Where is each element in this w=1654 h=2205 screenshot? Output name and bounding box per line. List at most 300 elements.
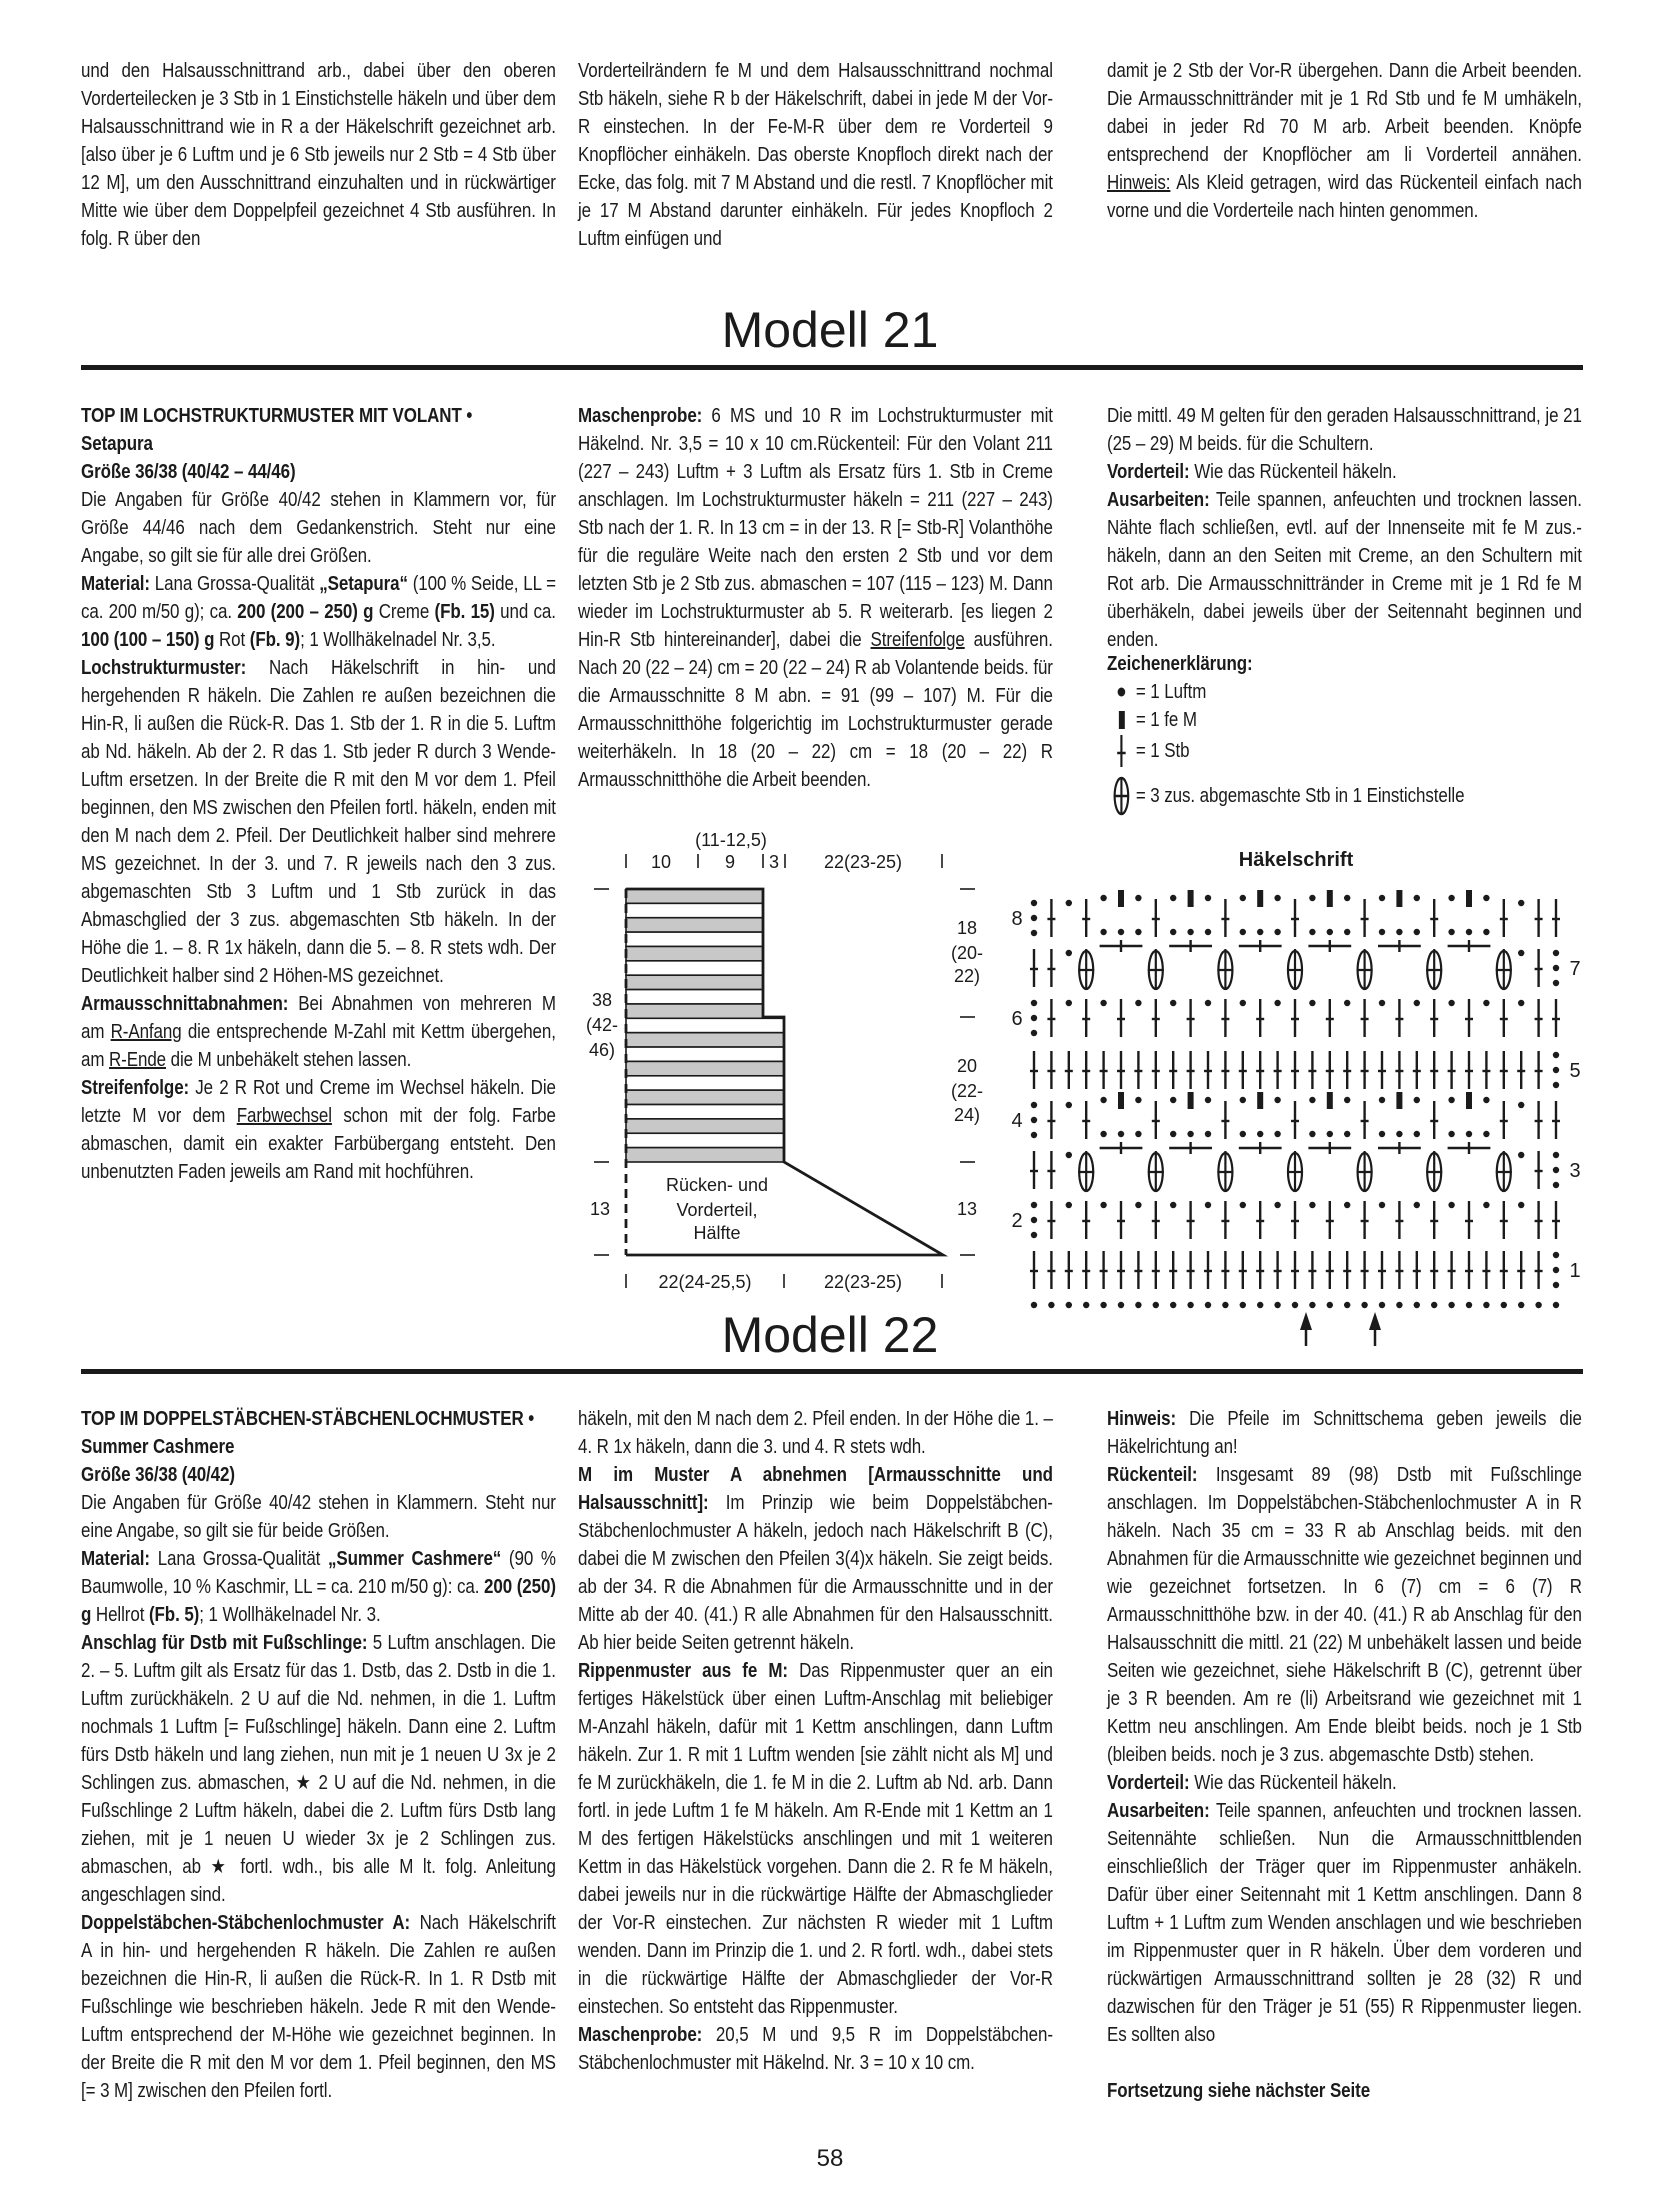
chain-stitch-dot (1100, 929, 1106, 935)
underlined-text: Farbwechsel (236, 1105, 332, 1127)
paragraph (578, 1657, 1053, 2021)
bold-text: Setapura (81, 433, 153, 455)
double-crochet-stem (1535, 899, 1543, 937)
text: (90 % Baumwolle, 10 % Kaschmir, LL = ca. 210 m/50 g): ca. (81, 1548, 556, 1598)
bold-text: Ausarbeiten: (1107, 489, 1210, 511)
cluster-ellipse (1496, 1151, 1512, 1191)
chain-stitch-dot (1240, 1131, 1246, 1137)
stripe-red (626, 946, 763, 960)
double-crochet-stem (1291, 1101, 1299, 1139)
double-crochet-stem (1482, 1051, 1490, 1089)
chain-stitch-dot (1518, 900, 1524, 906)
chain-stitch-dot (1135, 1097, 1141, 1103)
chain-stitch-dot (1309, 1202, 1315, 1208)
single-crochet-bar (1118, 1092, 1124, 1109)
chain-stitch-dot (1170, 1097, 1176, 1103)
stripe-red (626, 1148, 784, 1162)
chart-title: Häkelschrift (1238, 849, 1354, 871)
text: Die mittl. 49 M gelten für den geraden Halsausschnittrand, je 21 (25 – 29) M beids. für die Schultern. (1107, 405, 1582, 455)
double-crochet-stem (1082, 1201, 1090, 1239)
chain-stitch-dot (1031, 930, 1037, 936)
double-crochet-stem (1395, 1051, 1403, 1089)
double-crochet-stem (1361, 999, 1369, 1037)
cluster-ellipse (1287, 1151, 1303, 1191)
right-height-label: 18 (956, 918, 978, 938)
bold-text: TOP IM DOPPELSTÄBCHEN-STÄBCHENLOCHMUSTER • (81, 1408, 535, 1430)
double-crochet-stem (1535, 1051, 1543, 1089)
chain-stitch-dot (1553, 1067, 1559, 1073)
row-number: 4 (1011, 1110, 1023, 1132)
single-crochet-bar (1257, 890, 1263, 907)
double-crochet-stem (1361, 899, 1369, 937)
text: Bei Abnahmen von mehreren M am (81, 993, 556, 1043)
paragraph (81, 486, 556, 570)
chain-stitch-dot (1344, 1097, 1350, 1103)
legend-label: = 1 Stb (1135, 740, 1190, 762)
model-22-heading: Modell 22 (721, 1307, 939, 1363)
double-crochet-stem (1500, 1251, 1508, 1289)
top-column-2 (578, 57, 1053, 253)
chain-stitch-dot (1257, 929, 1263, 935)
chain-stitch-dot (1553, 1182, 1559, 1188)
double-crochet-stem (1395, 999, 1403, 1037)
double-crochet-stem (1517, 1051, 1525, 1089)
legend-item (1107, 678, 1582, 706)
text: schon mit der folg. Farbe abmaschen, damit ein exakter Farbübergang entsteht. Den unbenutzten Faden jeweils am Rand mit hochführen. (81, 1105, 556, 1183)
bold-text: Ausarbeiten: (1107, 1800, 1210, 1822)
section-divider (81, 1369, 1583, 1374)
chain-stitch-dot (1100, 1131, 1106, 1137)
chain-stitch-dot (1553, 965, 1559, 971)
double-crochet-stem (1500, 999, 1508, 1037)
page-number: 58 (816, 2145, 844, 2172)
row-number: 5 (1569, 1060, 1581, 1082)
right-height-label: 24) (953, 1105, 981, 1125)
left-height-label: 46) (588, 1040, 616, 1060)
double-crochet-stem (1430, 899, 1438, 937)
right-height-label: 20 (956, 1056, 978, 1076)
model-22-column-3 (1107, 1405, 1582, 2105)
chain-stitch-dot (1170, 1000, 1176, 1006)
stripe-cream (626, 932, 763, 946)
text: Die Angaben für Größe 40/42 stehen in Klammern vor, für Größe 44/46 nach dem Gedankenstrich. Steht nur eine Angabe, so gilt sie für alle drei Größen. (81, 489, 556, 567)
chain-stitch-dot (1031, 1202, 1037, 1208)
bold-text: Maschenprobe: (578, 2024, 703, 2046)
paragraph (81, 1405, 556, 1433)
double-crochet-stem (1361, 1251, 1369, 1289)
stripe-cream (626, 1018, 784, 1032)
double-crochet-stem (1535, 1101, 1543, 1139)
legend-item (1107, 778, 1582, 814)
chain-stitch-dot (1274, 1131, 1280, 1137)
text: ; 1 Wollhäkelnadel Nr. 3,5. (300, 629, 496, 651)
double-crochet-stem-icon (1107, 733, 1136, 769)
text: Lana Grossa-Qualität (149, 573, 320, 595)
double-crochet-stem (1291, 1201, 1299, 1239)
chain-stitch-dot (1344, 1202, 1350, 1208)
row-number: 8 (1011, 908, 1023, 930)
chain-stitch-dot (1031, 1117, 1037, 1123)
text: Teile spannen, anfeuchten und trocknen lassen. Seitennähte schließen. Nun die Armausschnittblenden einschließlich der Träger quer im Rippenmuster anhäkeln. Dafür über einer Seitennaht mit 1 Kettm anschlingen. Dann 8 Luftm + 1 Luftm zum Wenden anschlagen und wie beschrieben im Rippenmuster quer in R häkeln. Über dem vorderen und rückwärtigen Armausschnittrand sollten je 28 (32) R und dazwischen für den Träger je 51 (55) R Rippenmuster liegen. Es sollten also (1107, 1800, 1582, 2046)
text: damit je 2 Stb der Vor-R übergehen. Dann die Arbeit beenden. Die Armausschnittränder mit je 1 Rd Stb und fe M umhäkeln, dabei in jeder Rd 70 M arb. Arbeit beenden. Knöpfe entsprechend der Knopflöcher am li Vorderteil annähen. (1107, 60, 1582, 166)
text: die entsprechende M-Zahl mit Kettm übergehen, am (81, 1021, 556, 1071)
chain-stitch-dot (1379, 1202, 1385, 1208)
chain-stitch-dot (1205, 929, 1211, 935)
double-crochet-stem (1517, 1251, 1525, 1289)
double-crochet-stem (1552, 899, 1560, 937)
double-crochet-stem (1413, 1051, 1421, 1089)
cluster-ellipse (1217, 949, 1233, 989)
cluster-ellipse (1148, 949, 1164, 989)
text: und den Halsausschnittrand arb., dabei über den oberen Vorderteilecken je 3 Stb in 1 Einstichstelle häkeln und über dem Halsausschnittrand wie in R a der Häkelschrift gezeichnet arb. [also über je 6 Luftm und je 6 Stb jeweils nur 2 Stb = 4 Stb über 12 M], um den Ausschnittrand einzuhalten und in rückwärtiger Mitte wie über dem Doppelpfeil gezeichnet 4 Stb ausführen. In folg. R über den (81, 60, 556, 250)
symbol-legend (1107, 650, 1582, 814)
double-crochet-stem (1274, 1051, 1282, 1089)
chain-stitch-dot (1448, 1202, 1454, 1208)
row-number: 1 (1569, 1260, 1581, 1282)
piece-label: Rücken- und (665, 1175, 769, 1195)
cluster-ellipse (1357, 949, 1373, 989)
text: (100 % Seide, LL = ca. 200 m/50 g); ca. (81, 573, 556, 623)
chain-stitch-dot (1379, 1131, 1385, 1137)
text: Lana Grossa-Qualität (149, 1548, 329, 1570)
double-crochet-stem (1535, 1201, 1543, 1239)
paragraph (81, 1629, 556, 1909)
stripe-cream (626, 1105, 784, 1119)
bold-text: Anschlag für Dstb mit Fußschlinge: (81, 1632, 368, 1654)
text: Wie das Rückenteil häkeln. (1189, 461, 1397, 483)
bold-text: M im Muster A abnehmen [Armausschnitte und Halsausschnitt]: (578, 1464, 1053, 1514)
double-crochet-stem (1378, 1051, 1386, 1089)
double-crochet-stem (1552, 1201, 1560, 1239)
right-height-label: 13 (956, 1199, 978, 1219)
single-crochet-bar (1327, 890, 1333, 907)
chain-stitch-dot (1414, 1000, 1420, 1006)
single-crochet-bar (1466, 1092, 1472, 1109)
double-crochet-stem (1065, 1251, 1073, 1289)
single-crochet-bar (1118, 890, 1124, 907)
double-crochet-stem (1535, 1151, 1543, 1189)
chain-stitch-dot (1205, 1097, 1211, 1103)
text: Die Pfeile im Schnittschema geben jeweils die Häkelrichtung an! (1107, 1408, 1582, 1458)
chain-stitch-dot (1466, 1131, 1472, 1137)
double-crochet-stem (1343, 1051, 1351, 1089)
chain-stitch-dot (1483, 1202, 1489, 1208)
double-crochet-stem (1082, 899, 1090, 937)
chain-stitch-dot (1553, 1252, 1559, 1258)
bold-text: Armausschnittabnahmen: (81, 993, 289, 1015)
double-crochet-stem (1117, 1051, 1125, 1089)
double-crochet-stem (1134, 1051, 1142, 1089)
bold-text: Rückenteil: (1107, 1464, 1198, 1486)
left-height-label: 13 (589, 1199, 611, 1219)
bold-text: (Fb. 5) (148, 1604, 200, 1626)
double-crochet-stem (1395, 1201, 1403, 1239)
stripe-cream (626, 961, 763, 975)
double-crochet-stem (1291, 899, 1299, 937)
underlined-text: R-Ende (109, 1049, 167, 1071)
bold-text: Größe 36/38 (40/42) (81, 1464, 235, 1486)
chain-stitch-dot (1414, 1202, 1420, 1208)
stripe-red (626, 1090, 784, 1104)
bold-text: TOP IM LOCHSTRUKTURMUSTER MIT VOLANT • (81, 405, 473, 427)
bold-text: Material: (81, 573, 150, 595)
chart-symbols (1030, 890, 1560, 1308)
chain-stitch-dot (1379, 929, 1385, 935)
bold-text: Streifenfolge: (81, 1077, 190, 1099)
bottom-width-label: 22(23-25) (823, 1272, 903, 1292)
double-crochet-stem (1187, 1051, 1195, 1089)
chain-stitch-dot (1205, 1000, 1211, 1006)
double-crochet-stem (1152, 1051, 1160, 1089)
double-crochet-stem (1152, 1101, 1160, 1139)
chain-stitch-dot (1170, 1202, 1176, 1208)
top-column-1 (81, 57, 556, 253)
chain-stitch-dot-icon (1107, 685, 1136, 699)
double-crochet-stem (1152, 999, 1160, 1037)
double-crochet-stem (1117, 1201, 1125, 1239)
bold-text: „Summer Cashmere“ (328, 1548, 502, 1570)
double-crochet-stem (1221, 899, 1229, 937)
paragraph (81, 1489, 556, 1545)
legend-label: = 3 zus. abgemaschte Stb in 1 Einstichstelle (1135, 785, 1465, 807)
double-crochet-stem (1047, 949, 1055, 987)
paragraph (81, 458, 556, 486)
piece-label: Vorderteil, (676, 1200, 758, 1220)
chain-stitch-dot (1344, 1000, 1350, 1006)
double-crochet-stem (1065, 1051, 1073, 1089)
row-number: 7 (1569, 958, 1581, 980)
double-crochet-stem (1343, 1251, 1351, 1289)
piece-label: Hälfte (693, 1223, 741, 1243)
paragraph (578, 1461, 1053, 1657)
text: Insgesamt 89 (98) Dstb mit Fußschlinge anschlagen. Im Doppelstäbchen-Stäbchenlochmuster A in R häkeln. Nach 35 cm = 33 R ab Anschlag beids. mit den Abnahmen für die Armausschnitte wie gezeichnet beginnen und wie gezeichnet fortsetzen. In 6 (7) cm = 6 (7) R Armausschnitthöhe bzw. in der 40. (41.) R ab Anschlag für den Halsausschnitt die mittl. 21 (22) M unbehäkelt lassen und beide Seiten wie gezeichnet, siehe Häkelschrift B (C), getrennt über je 3 R beenden. Am re (li) Arbeitsrand wie gezeichnet mit 1 Kettm neu anschlingen. Am Ende bleibt beids. noch je 1 Stb (bleiben beids. noch je 3 zus. abgemaschte Dstb) stehen. (1107, 1464, 1582, 1766)
double-crochet-stem (1500, 1101, 1508, 1139)
double-crochet-stem (1413, 1251, 1421, 1289)
text: Creme (373, 601, 435, 623)
double-crochet-stem (1152, 1201, 1160, 1239)
double-crochet-stem (1395, 1251, 1403, 1289)
single-crochet-bar (1257, 1092, 1263, 1109)
double-crochet-stem (1448, 1051, 1456, 1089)
chain-stitch-dot (1066, 900, 1072, 906)
double-crochet-stem (1221, 999, 1229, 1037)
double-crochet-stem (1100, 1051, 1108, 1089)
double-crochet-stem (1326, 1201, 1334, 1239)
model-22-column-2 (578, 1405, 1053, 2077)
chain-stitch-dot (1135, 1131, 1141, 1137)
single-crochet-bar (1188, 1092, 1194, 1109)
paragraph (578, 57, 1053, 253)
chain-stitch-dot (1379, 1000, 1385, 1006)
legend-item (1107, 734, 1582, 768)
text: Wie das Rückenteil häkeln. (1189, 1772, 1397, 1794)
double-crochet-stem (1187, 1201, 1195, 1239)
crochet-chart (1000, 830, 1610, 1350)
chain-stitch-dot (1553, 1167, 1559, 1173)
left-height-label: (42- (585, 1015, 619, 1035)
paragraph (1107, 1461, 1582, 1769)
chain-stitch-dot (1274, 1097, 1280, 1103)
double-crochet-stem (1465, 1201, 1473, 1239)
paragraph (81, 1909, 556, 2105)
chain-stitch-dot (1135, 1000, 1141, 1006)
right-height-label: 22) (953, 966, 981, 986)
chain-stitch-dot (1187, 1131, 1193, 1137)
paragraph (81, 990, 556, 1074)
model-21-column-3 (1107, 402, 1582, 807)
double-crochet-stem (1326, 999, 1334, 1037)
double-crochet-stem (1256, 1051, 1264, 1089)
double-crochet-stem (1152, 1251, 1160, 1289)
text: häkeln, mit den M nach dem 2. Pfeil enden. In der Höhe die 1. – 4. R 1x häkeln, dann die 3. und 4. R stets wdh. (578, 1408, 1053, 1458)
double-crochet-stem (1430, 1101, 1438, 1139)
stripe-red (626, 918, 763, 932)
chain-stitch-dot (1483, 1000, 1489, 1006)
double-crochet-stem (1308, 1051, 1316, 1089)
model-21-heading: Modell 21 (721, 302, 939, 358)
stripe-red (626, 975, 763, 989)
double-crochet-stem (1134, 1251, 1142, 1289)
chain-stitch-dot (1066, 950, 1072, 956)
bold-text: Summer Cashmere (81, 1436, 235, 1458)
double-crochet-stem (1047, 1151, 1055, 1189)
bold-text: Maschenprobe: (578, 405, 703, 427)
text: 20,5 M und 9,5 R im Doppelstäbchen-Stäbchenlochmuster mit Häkelnd. Nr. 3 = 10 x 10 cm. (578, 2024, 1053, 2074)
paragraph (1107, 402, 1582, 458)
double-crochet-stem (1030, 949, 1038, 987)
cluster-ellipse (1287, 949, 1303, 989)
double-crochet-stem (1500, 899, 1508, 937)
model-21-column-2 (578, 402, 1053, 794)
chain-stitch-dot (1553, 1267, 1559, 1273)
double-crochet-stem (1030, 1051, 1038, 1089)
bold-text: Doppelstäbchen-Stäbchenlochmuster A: (81, 1912, 411, 1934)
model-21-column-1 (81, 402, 556, 1186)
chain-stitch-dot (1257, 1131, 1263, 1137)
chain-stitch-dot (1448, 1000, 1454, 1006)
double-crochet-stem (1256, 1251, 1264, 1289)
underlined-text: R-Anfang (110, 1021, 182, 1043)
chain-stitch-dot (1274, 895, 1280, 901)
chain-stitch-dot (1170, 1131, 1176, 1137)
chain-stitch-dot (1483, 1097, 1489, 1103)
top-width-label: (11-12,5) (695, 830, 767, 850)
chain-stitch-dot (1414, 1131, 1420, 1137)
chain-stitch-dot (1483, 1131, 1489, 1137)
chain-stitch-dot (1379, 1097, 1385, 1103)
chain-stitch-dot (1100, 895, 1106, 901)
text: ausführen. Nach 20 (22 – 24) cm = 20 (22 – 24) R ab Volantende beids. für die Armausschnitte 8 M abn. = 91 (99 – 107) M. Für die Armausschnitthöhe folgerichtig im Lochstrukturmuster gerade weiterhäkeln. In 18 (20 – 22) cm = 18 (20 – 22) R Armausschnitthöhe die Arbeit beenden. (578, 629, 1053, 791)
left-height-label: 38 (591, 990, 613, 1010)
chain-stitch-dot (1066, 1102, 1072, 1108)
paragraph (1107, 1769, 1582, 1797)
chain-stitch-dot (1100, 1097, 1106, 1103)
chain-stitch-dot (1309, 929, 1315, 935)
chain-stitch-dot (1518, 1102, 1524, 1108)
chain-stitch-dot (1553, 1052, 1559, 1058)
double-crochet-stem (1047, 1251, 1055, 1289)
double-crochet-stem (1221, 1051, 1229, 1089)
double-crochet-stem (1361, 1201, 1369, 1239)
double-crochet-stem (1047, 1051, 1055, 1089)
bold-text: 200 (200 – 250) g (237, 601, 374, 623)
double-crochet-stem (1465, 1051, 1473, 1089)
double-crochet-stem (1082, 999, 1090, 1037)
double-crochet-stem (1239, 1251, 1247, 1289)
chain-stitch-dot (1118, 929, 1124, 935)
chain-stitch-dot (1240, 1000, 1246, 1006)
chain-stitch-dot (1396, 929, 1402, 935)
paragraph (81, 1074, 556, 1186)
chain-stitch-dot (1553, 950, 1559, 956)
chain-stitch-dot (1553, 1082, 1559, 1088)
chain-stitch-dot (1031, 900, 1037, 906)
stripe-cream (626, 1133, 784, 1147)
bottom-width-label: 22(24-25,5) (658, 1272, 752, 1292)
double-crochet-stem (1291, 1051, 1299, 1089)
single-crochet-bar-icon (1107, 709, 1136, 731)
double-crochet-stem (1361, 1051, 1369, 1089)
chain-stitch-dot (1553, 1282, 1559, 1288)
chain-stitch-dot (1031, 915, 1037, 921)
double-crochet-stem (1187, 999, 1195, 1037)
stripe-red (626, 889, 763, 903)
top-width-label: 9 (724, 852, 736, 872)
single-crochet-bar (1327, 1092, 1333, 1109)
single-crochet-bar (1188, 890, 1194, 907)
chain-stitch-dot (1135, 1202, 1141, 1208)
text: 6 MS und 10 R im Lochstrukturmuster mit Häkelnd. Nr. 3,5 = 10 x 10 cm.Rückenteil: Für den Volant 211 (227 – 243) Luftm + 3 Luftm als Ersatz fürs 1. Stb in Creme anschlagen. Im Lochstrukturmuster häkeln = 211 (227 – 243) Stb nach der 1. R. In 13 cm = in der 13. R [= Stb-R] Volanthöhe für die reguläre Weite nach den ersten 2 Stb und vor dem letzten Stb je 2 Stb zus. abmaschen = 107 (115 – 123) M. Dann wieder im Lochstrukturmuster ab 5. R weiterarb. [es liegen 2 Hin-R Stb hintereinander], dabei die (578, 405, 1053, 651)
double-crochet-stem (1082, 1101, 1090, 1139)
legend-label: = 1 Luftm (1135, 681, 1207, 703)
section-divider (81, 365, 1583, 370)
cluster-ellipse (1496, 949, 1512, 989)
underlined-text: Hinweis: (1107, 172, 1171, 194)
chain-stitch-dot (1327, 929, 1333, 935)
top-width-label: 3 (768, 852, 780, 872)
top-width-label: 22(23-25) (823, 852, 903, 872)
chain-stitch-dot (1379, 895, 1385, 901)
chain-stitch-dot (1414, 895, 1420, 901)
chain-stitch-dot (1327, 1131, 1333, 1137)
chain-stitch-dot (1031, 1232, 1037, 1238)
double-crochet-stem (1308, 1251, 1316, 1289)
chain-stitch-dot (1344, 1131, 1350, 1137)
cluster-ellipse (1078, 949, 1094, 989)
text: Das Rippenmuster quer an ein fertiges Häkelstück über einen Luftm-Anschlag mit beliebiger M-Anzahl häkeln, dafür mit 1 Kettm anschlingen, dann Luftm häkeln. Zur 1. R mit 1 Luftm wenden [sie zählt nicht als M] und fe M zurückhäkeln, die 1. fe M in die 2. Luftm ab Nd. arb. Dann fortl. in jede Luftm 1 fe M häkeln. Am R-Ende mit 1 Kettm an 1 M des fertigen Häkelstücks anschlingen und mit 1 weiteren Kettm in das Häkelstück vorgehen. Dann die 2. R fe M häkeln, dabei jeweils nur in die rückwärtige Hälfte der Abmaschglieder der Vor-R einstechen. Zur nächsten R wieder mit 1 Luftm wenden. Dann im Prinzip die 1. und 2. R fortl. wdh., dabei stets in die rückwärtige Hälfte der Abmaschglieder der Vor-R einstechen. So entsteht das Rippenmuster. (578, 1660, 1053, 2018)
double-crochet-stem (1430, 1051, 1438, 1089)
double-crochet-stem (1378, 1251, 1386, 1289)
text: Vorderteilrändern fe M und dem Halsausschnittrand nochmal Stb häkeln, siehe R b der Häkelschrift, dabei in jede M der Vor-R einstechen. In der Fe-M-R über dem re Vorderteil 9 Knopflöcher einhäkeln. Das oberste Knopfloch direkt nach der Ecke, das folg. mit 7 M Abstand und die restl. 7 Knopflöcher mit je 17 M Abstand darunter einhäkeln. Für jedes Knopfloch 2 Luftm einfügen und (578, 60, 1053, 250)
chain-stitch-dot (1205, 1202, 1211, 1208)
chain-stitch-dot (1309, 1131, 1315, 1137)
paragraph (1107, 458, 1582, 486)
chain-stitch-dot (1274, 929, 1280, 935)
paragraph (1107, 486, 1582, 654)
chain-stitch-dot (1483, 895, 1489, 901)
bold-text: (Fb. 15) (434, 601, 495, 623)
stripe-cream (626, 1047, 784, 1061)
right-height-label: (20- (950, 943, 984, 963)
cluster-ellipse (1426, 949, 1442, 989)
legend-title: Zeichenerklärung: (1107, 653, 1253, 675)
bold-text: 200 (250) g (81, 1576, 556, 1626)
double-crochet-stem (1326, 1251, 1334, 1289)
text: Hellrot (91, 1604, 149, 1626)
legend-label: = 1 fe M (1135, 709, 1197, 731)
cluster-ellipse (1078, 1151, 1094, 1191)
double-crochet-stem (1221, 1101, 1229, 1139)
